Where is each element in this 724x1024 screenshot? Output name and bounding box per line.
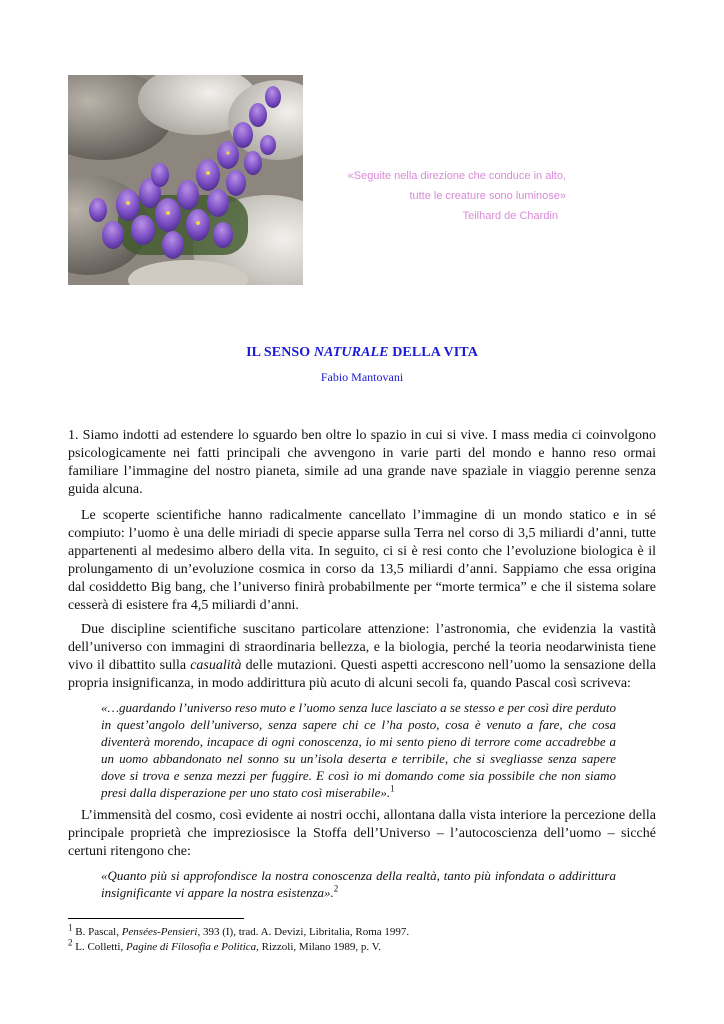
footnote-1-part-c: 393 (I), trad. A. Devizi, Libritalia, Roma 1997.	[200, 926, 410, 938]
footnote-ref-2[interactable]: 2	[333, 883, 339, 894]
pascal-quote-text: «…guardando l’universo reso muto e l’uomo senza luce lasciato a se stesso e per così dire perduto in quest’angolo dell’universo, senza sapere chi ce l’ha posto, cosa è venuto a fare, che cosa diventerà morendo, incapace di ogni conoscenza, io mi sento pieno di terrore come accadrebbe a un uomo abbandonato nel sonno su un’isola deserta e terribile, che si svegliasse senza sapere dove si trova e senza mezzi per fuggire. E così io mi domando come sia possibile che non siamo presi dalla disperazione per uno stato così miserabile».	[101, 700, 616, 800]
footnote-1-work-title: Pensées-Pensieri,	[121, 926, 201, 938]
paragraph-2: Le scoperte scientifiche hanno radicalmente cancellato l’immagine di un mondo statico e in sé compiuto: l’uomo è una delle miriadi di specie apparse sulla Terra nel corso di 3,5 miliardi d’anni, tutte appartenenti al medesimo albero della vita. In seguito, ci si è resi conto che l’evoluzione biologica è il prolungamento di un’evoluzione cosmica in corso da 13,5 miliardi d’anni. Sappiamo che essa origina dal cosiddetto Big bang, che l’universo finirà probabilmente per “morte termica” e che il sistema solare cesserà di esistere fra 4,5 miliardi d’anni.	[68, 508, 656, 613]
title-part-3: DELLA VITA	[388, 345, 478, 360]
epigraph	[330, 166, 566, 226]
footnote-2	[68, 937, 668, 955]
footnote-2-part-c: Rizzoli, Milano 1989, p. V.	[258, 941, 382, 953]
footnote-1-part-a: B. Pascal,	[72, 926, 122, 938]
colletti-quote-text: «Quanto più si approfondisce la nostra conoscenza della realtà, tanto più infondata o addirittura insignificante vi appare la nostra esistenza».	[101, 868, 616, 900]
paragraph-1: 1. Siamo indotti ad estendere lo sguardo ben oltre lo spazio in cui si vive. I mass media ci coinvolgono psicologicamente nei fatti principali che avvengono in varie parti del mondo e hanno reso ormai familiare l’immagine del nostro pianeta, simile ad una grande nave spaziale in viaggio perenne senza guida alcuna.	[68, 428, 656, 497]
epigraph-author: Teilhard de Chardin	[462, 210, 558, 222]
crocus-flowers-photo	[68, 75, 303, 285]
footnote-ref-1[interactable]: 1	[390, 783, 395, 794]
title-part-2: NATURALE	[313, 345, 389, 360]
paragraph-3-part-a: Due discipline scientifiche suscitano particolare attenzione: l’astronomia, che evidenzia la vastità dell’universo con immagini di straordinaria bellezza, e la biologia, perché la teoria neodarwinista tiene vivo il dibattito sulla	[68, 622, 656, 673]
pascal-quote	[68, 699, 656, 801]
title-part-1: IL SENSO	[246, 345, 314, 360]
footnotes	[68, 922, 668, 955]
paragraph-3	[68, 621, 656, 693]
colletti-quote	[68, 867, 656, 901]
document-body	[68, 427, 656, 907]
footnote-1	[68, 922, 668, 940]
epigraph-line-2: tutte le creature sono luminose»	[409, 190, 566, 202]
paragraph-4: L’immensità del cosmo, così evidente ai nostri occhi, allontana dalla vista interiore la percezione della principale proprietà che impreziosisce la Stoffa dell’Universo – l’autocoscienza dell’uomo – sicché certuni ritengono che:	[68, 808, 656, 859]
paragraph-3-emphasis: casualità	[190, 658, 242, 673]
epigraph-line-1: «Seguite nella direzione che conduce in alto,	[347, 170, 566, 182]
footnote-2-work-title: Pagine di Filosofia e Politica,	[125, 941, 259, 953]
paragraph-3-part-c: delle mutazioni. Questi aspetti accrescono nell’uomo la sensazione della propria insignificanza, in modo addirittura più acuto di alcuni secoli fa, quando Pascal così scriveva:	[68, 658, 657, 691]
footnote-2-number: 2	[68, 937, 73, 948]
footnote-2-part-a: L. Colletti,	[72, 941, 126, 953]
footnote-divider	[68, 918, 244, 919]
footnote-1-number: 1	[68, 922, 73, 933]
document-author: Fabio Mantovani	[320, 370, 404, 384]
document-title	[0, 345, 724, 361]
